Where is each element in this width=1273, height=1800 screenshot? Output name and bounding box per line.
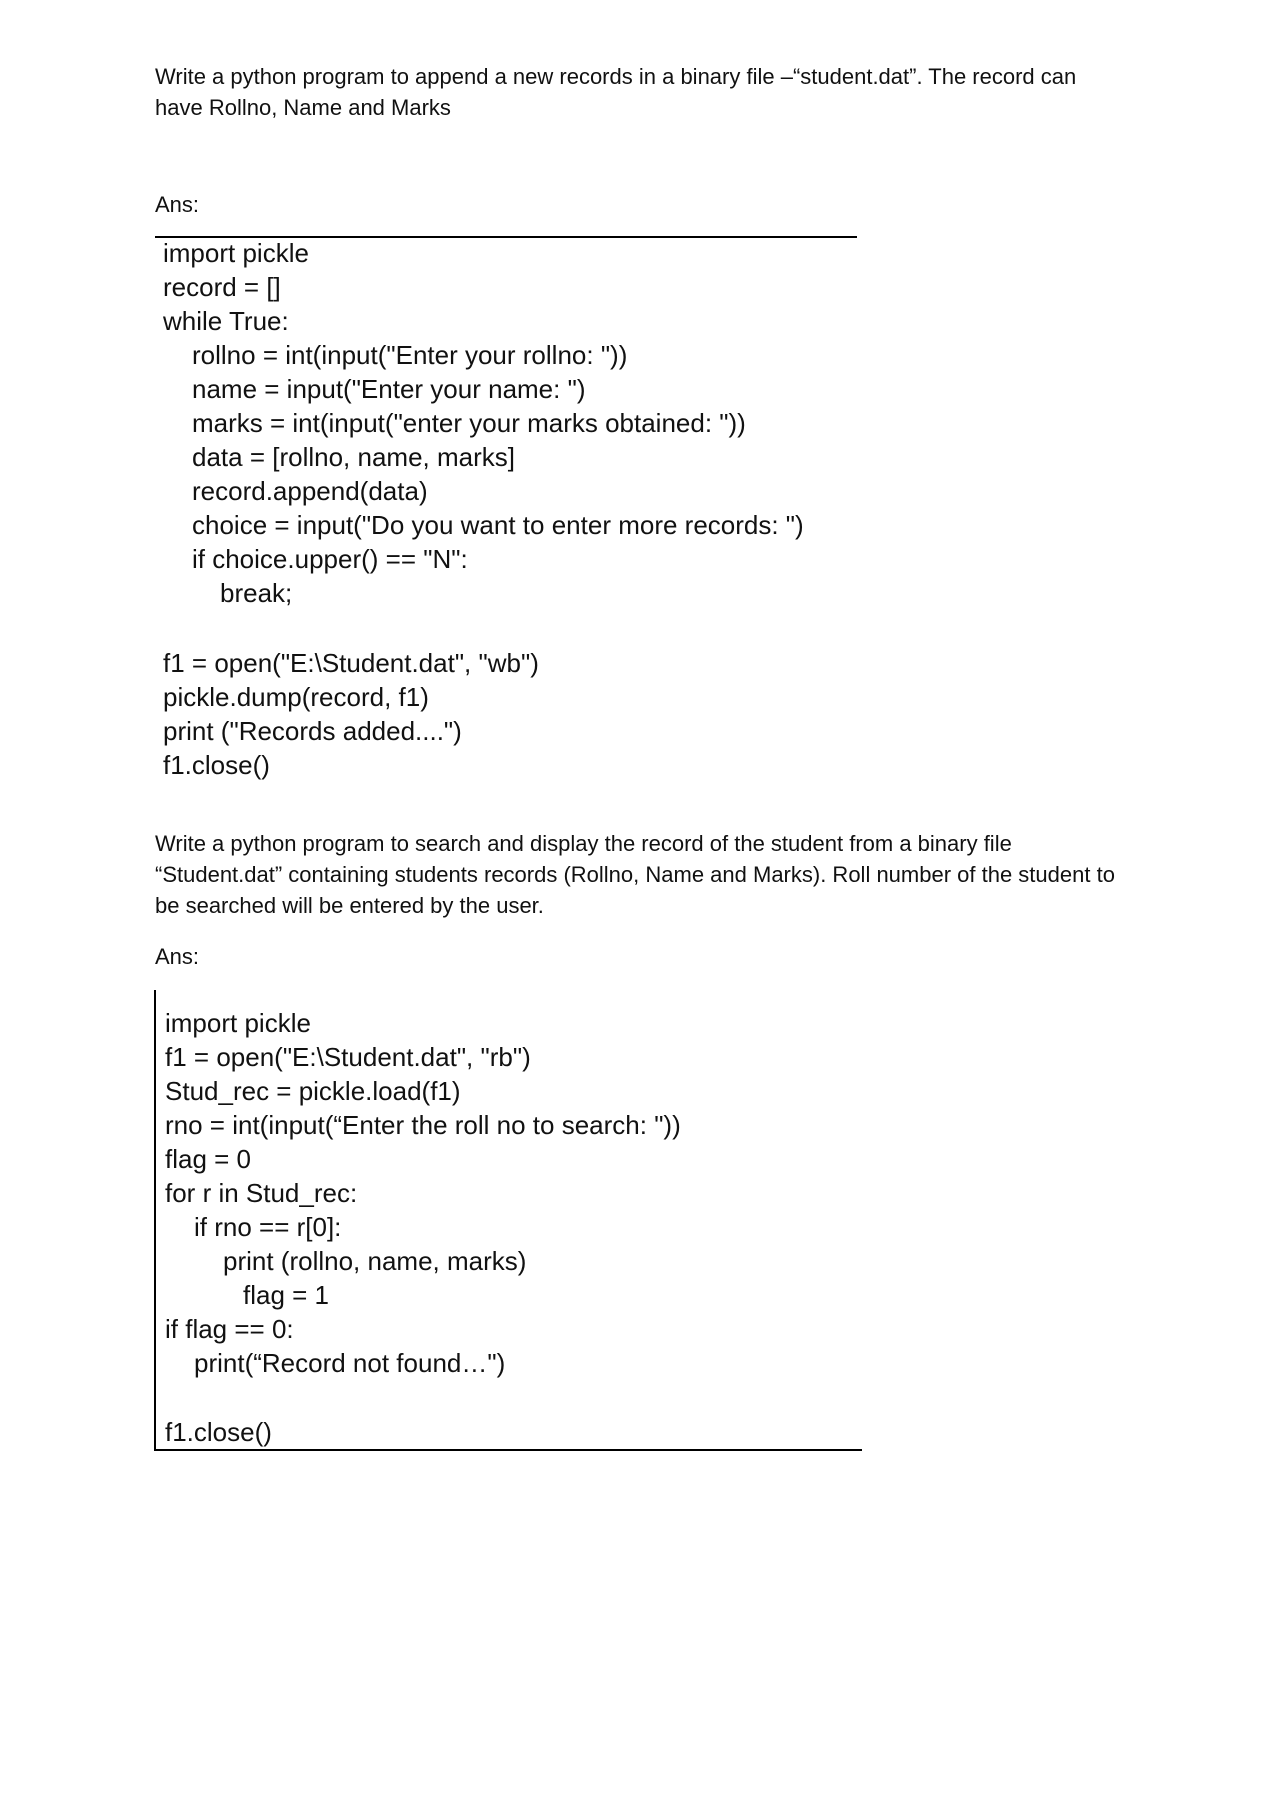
code-line: record.append(data)	[192, 476, 428, 506]
code-line: if flag == 0:	[165, 1314, 294, 1344]
code-line: pickle.dump(record, f1)	[163, 682, 429, 712]
question-1-text	[155, 61, 1135, 123]
code-line: print ("Records added....")	[163, 716, 462, 746]
code-line: f1 = open("E:\Student.dat", "wb")	[163, 648, 539, 678]
code-line: choice = input("Do you want to enter more records: ")	[192, 510, 804, 540]
code-line: rollno = int(input("Enter your rollno: "))	[192, 340, 628, 370]
code-line: break;	[220, 578, 293, 608]
question-2-line: “Student.dat” containing students records (Rollno, Name and Marks). Roll number of the student to	[155, 862, 1115, 887]
code-line: print (rollno, name, marks)	[223, 1246, 527, 1276]
code-line: flag = 1	[243, 1280, 330, 1310]
question-1-line: have Rollno, Name and Marks	[155, 95, 451, 120]
code-line: data = [rollno, name, marks]	[192, 442, 515, 472]
code-line: Stud_rec = pickle.load(f1)	[165, 1076, 461, 1106]
question-2-line: Write a python program to search and display the record of the student from a binary file	[155, 831, 1012, 856]
code-line: f1 = open("E:\Student.dat", "rb")	[165, 1042, 531, 1072]
code-line: flag = 0	[165, 1144, 252, 1174]
question-2-line: be searched will be entered by the user.	[155, 893, 544, 918]
code-block-2-left-rule	[154, 990, 156, 1450]
code-line: f1.close()	[163, 750, 270, 780]
answer-1-label: Ans:	[155, 192, 200, 217]
answer-2-label: Ans:	[155, 944, 200, 969]
code-line: f1.close()	[165, 1417, 272, 1447]
code-line: for r in Stud_rec:	[165, 1178, 358, 1208]
question-2-text	[155, 828, 1135, 921]
code-line: marks = int(input("enter your marks obtained: "))	[192, 408, 746, 438]
code-line: if choice.upper() == "N":	[192, 544, 468, 574]
code-line: print(“Record not found…")	[194, 1348, 506, 1378]
code-line: while True:	[163, 306, 289, 336]
code-line: import pickle	[165, 1008, 311, 1038]
code-line: import pickle	[163, 238, 309, 268]
code-line: if rno == r[0]:	[194, 1212, 342, 1242]
question-1-line: Write a python program to append a new records in a binary file –“student.dat”. The record can	[155, 64, 1077, 89]
code-line: name = input("Enter your name: ")	[192, 374, 586, 404]
code-block-2-bottom-rule	[154, 1449, 862, 1451]
code-line: record = []	[163, 272, 281, 302]
code-line: rno = int(input(“Enter the roll no to search: "))	[165, 1110, 681, 1140]
